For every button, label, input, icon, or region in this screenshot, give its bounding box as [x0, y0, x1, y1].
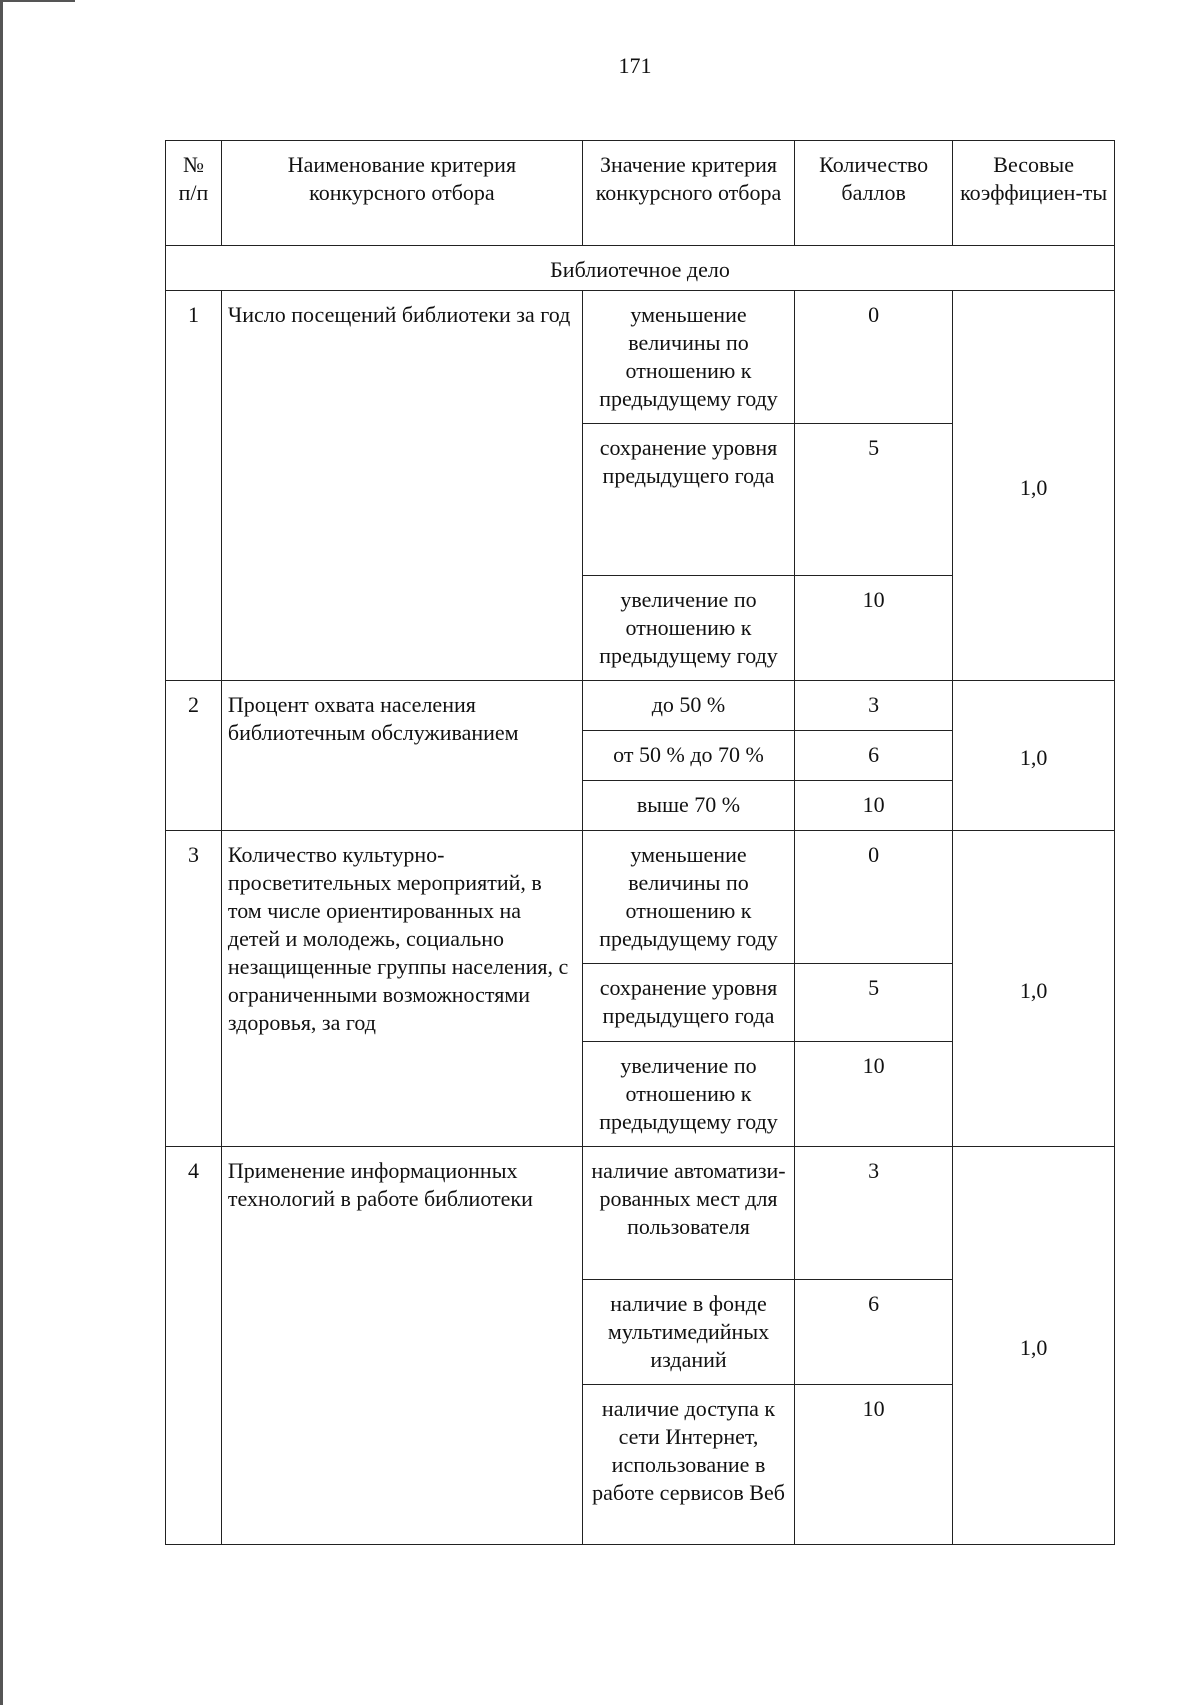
- header-num: № п/п: [166, 141, 222, 246]
- criterion-value: до 50 %: [582, 681, 794, 731]
- table-row: [166, 681, 1115, 731]
- row-number: 2: [166, 681, 222, 831]
- criterion-points: 6: [795, 1280, 953, 1385]
- criterion-value: от 50 % до 70 %: [582, 731, 794, 781]
- scan-edge-left: [0, 0, 3, 1705]
- criterion-value: сохранение уровня предыдущего года: [582, 424, 794, 576]
- criterion-value: увеличение по отношению к предыдущему году: [582, 576, 794, 681]
- criterion-points: 0: [795, 831, 953, 964]
- criterion-value: уменьшение величины по отношению к предыдущему году: [582, 831, 794, 964]
- criterion-value: уменьшение величины по отношению к предыдущему году: [582, 291, 794, 424]
- table-header-row: [166, 141, 1115, 246]
- criterion-weight: 1,0: [953, 1147, 1115, 1545]
- criterion-value: сохранение уровня предыдущего года: [582, 964, 794, 1042]
- criterion-value: наличие в фонде мультимедийных изданий: [582, 1280, 794, 1385]
- criteria-table: [165, 140, 1115, 1545]
- section-row: [166, 246, 1115, 291]
- header-name: Наименование критерия конкурсного отбора: [221, 141, 582, 246]
- criterion-points: 10: [795, 1042, 953, 1147]
- table-row: [166, 291, 1115, 424]
- criterion-points: 0: [795, 291, 953, 424]
- criterion-name: Процент охвата населения библиотечным обслуживанием: [221, 681, 582, 831]
- table-row: [166, 831, 1115, 964]
- section-title: Библиотечное дело: [166, 246, 1115, 291]
- criterion-value: выше 70 %: [582, 781, 794, 831]
- criterion-weight: 1,0: [953, 681, 1115, 831]
- criterion-points: 10: [795, 1385, 953, 1545]
- criterion-points: 10: [795, 576, 953, 681]
- row-number: 4: [166, 1147, 222, 1545]
- criterion-points: 3: [795, 1147, 953, 1280]
- criterion-points: 5: [795, 964, 953, 1042]
- scan-edge-top: [0, 0, 75, 2]
- header-points: Количество баллов: [795, 141, 953, 246]
- page-number: 171: [618, 53, 652, 78]
- table-row: [166, 1147, 1115, 1280]
- criterion-points: 6: [795, 731, 953, 781]
- criterion-weight: 1,0: [953, 291, 1115, 681]
- criterion-value: наличие доступа к сети Интернет, использование в работе сервисов Веб: [582, 1385, 794, 1545]
- header-value: Значение критерия конкурсного отбора: [582, 141, 794, 246]
- row-number: 1: [166, 291, 222, 681]
- criterion-points: 10: [795, 781, 953, 831]
- criterion-name: Применение информационных технологий в работе библиотеки: [221, 1147, 582, 1545]
- criterion-weight: 1,0: [953, 831, 1115, 1147]
- row-number: 3: [166, 831, 222, 1147]
- header-weight: Весовые коэффициен-ты: [953, 141, 1115, 246]
- criterion-points: 5: [795, 424, 953, 576]
- criterion-value: увеличение по отношению к предыдущему году: [582, 1042, 794, 1147]
- criterion-name: Число посещений библиотеки за год: [221, 291, 582, 681]
- criterion-points: 3: [795, 681, 953, 731]
- criterion-name: Количество культурно-просветительных мероприятий, в том числе ориентированных на детей и молодежь, социально незащищенные группы населения, с ограниченными возможностями здоровья, за год: [221, 831, 582, 1147]
- criterion-value: наличие автоматизи-рованных мест для пользователя: [582, 1147, 794, 1280]
